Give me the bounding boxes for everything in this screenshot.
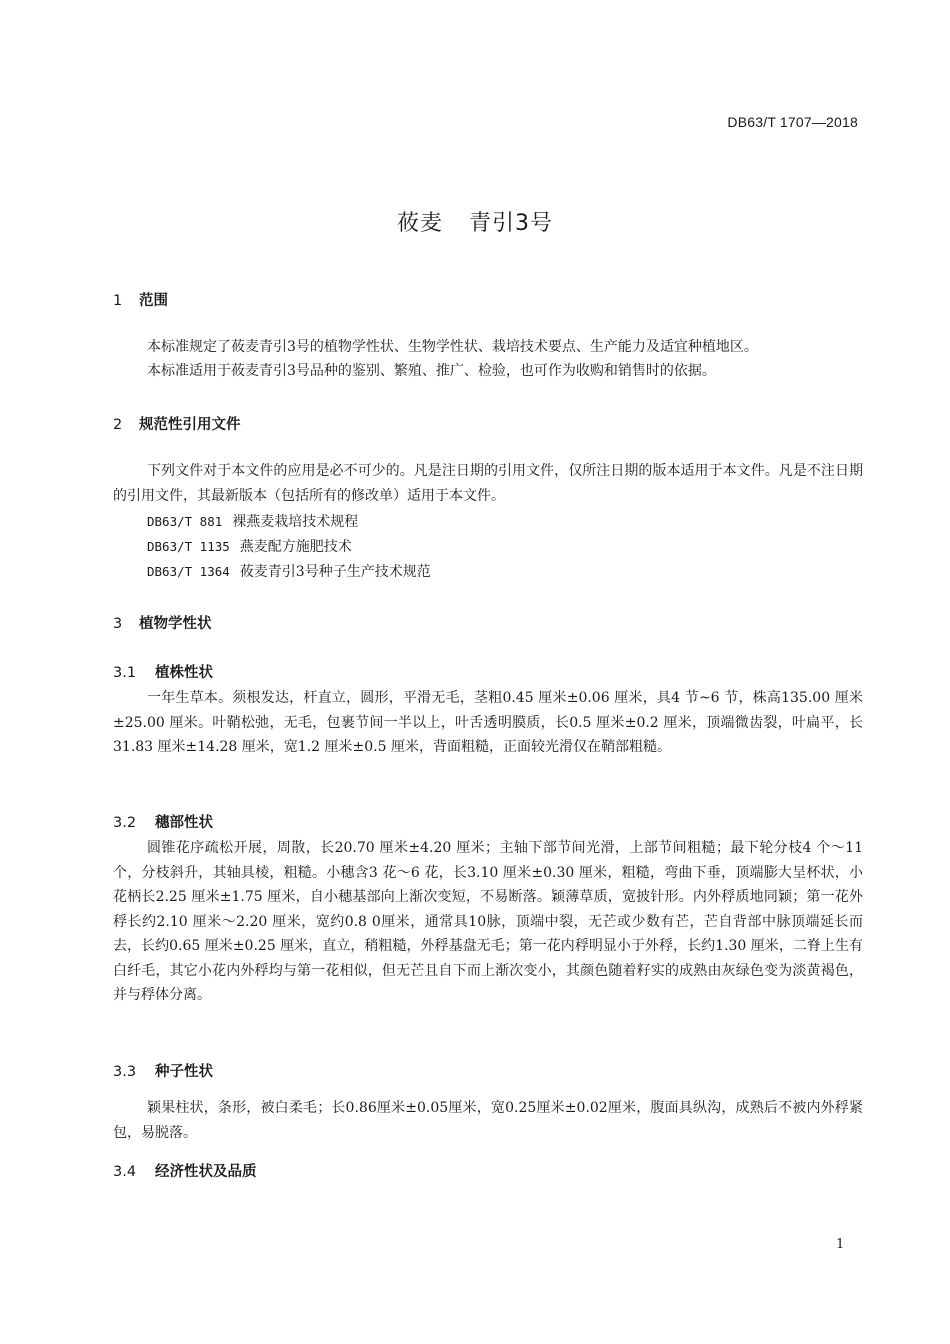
- section-number: 2: [113, 417, 123, 433]
- page-number: 1: [836, 1237, 845, 1252]
- section-3-heading: [113, 612, 212, 633]
- section-number: 3.4: [113, 1164, 137, 1180]
- section-number: 3.2: [113, 815, 137, 831]
- section-1-heading: [113, 289, 168, 310]
- reference-item: [147, 561, 431, 581]
- section-title: 经济性状及品质: [155, 1164, 257, 1180]
- section-number: 1: [113, 293, 123, 309]
- reference-item: [147, 536, 352, 556]
- section-title: 植物学性状: [139, 616, 212, 632]
- reference-item: [147, 511, 358, 531]
- section-3-3-paragraph: 颖果柱状，条形，被白柔毛；长0.86厘米±0.05厘米，宽0.25厘米±0.02厘米，腹面具纵沟，成熟后不被内外稃紧包，易脱落。: [113, 1100, 863, 1141]
- section-number: 3.3: [113, 1064, 137, 1080]
- title-part-2: 青引3号: [469, 211, 553, 236]
- section-3-1-heading: [113, 661, 213, 682]
- section-title: 规范性引用文件: [139, 417, 241, 433]
- reference-code: DB63/T 881: [147, 514, 223, 529]
- reference-name: 裸燕麦栽培技术规程: [232, 514, 359, 530]
- reference-code: DB63/T 1135: [147, 539, 230, 554]
- standard-code: DB63/T 1707—2018: [727, 114, 858, 130]
- section-3-2-paragraph: 圆锥花序疏松开展，周散，长20.70 厘米±4.20 厘米；主轴下部节间光滑，上部节间粗糙；最下轮分枝4 个～11 个，分枝斜升，其轴具棱，粗糙。小穗含3 花～6 花，长3.10 厘米±0.30 厘米，粗糙，弯曲下垂，顶端膨大呈杯状，小花柄长2.25 厘米±1.75 厘米，自小穗基部向上渐次变短，不易断落。颖薄草质，宽披针形。内外稃质地同颖；第一花外稃长约2.10 厘米～2.20 厘米，宽约0.8 0厘米，通常具10脉，顶端中裂，无芒或少数有芒，芒自背部中脉顶端延长而去，长约0.65 厘米±0.25 厘米，直立，稍粗糙，外稃基盘无毛；第一花内稃明显小于外稃，长约1.30 厘米，二脊上生有白纤毛，其它小花内外稃均与第一花相似，但无芒且自下而上渐次变小，其颜色随着籽实的成熟由灰绿色变为淡黄褐色，并与稃体分离。: [113, 840, 863, 1003]
- section-1-paragraph-2: 本标准适用于莜麦青引3号品种的鉴别、繁殖、推广、检验，也可作为收购和销售时的依据。: [147, 363, 716, 379]
- section-number: 3: [113, 616, 123, 632]
- reference-name: 燕麦配方施肥技术: [239, 539, 352, 555]
- title-part-1: 莜麦: [396, 211, 443, 236]
- section-3-2-heading: [113, 811, 213, 832]
- section-number: 3.1: [113, 665, 137, 681]
- reference-name: 莜麦青引3号种子生产技术规范: [239, 564, 431, 580]
- section-3-4-heading: [113, 1160, 257, 1181]
- section-2-paragraph-1: 下列文件对于本文件的应用是必不可少的。凡是注日期的引用文件，仅所注日期的版本适用于本文件。凡是不注日期的引用文件，其最新版本（包括所有的修改单）适用于本文件。: [113, 463, 863, 504]
- section-title: 植株性状: [155, 665, 213, 681]
- section-3-3-heading: [113, 1060, 213, 1081]
- reference-code: DB63/T 1364: [147, 564, 230, 579]
- section-title: 穗部性状: [155, 815, 213, 831]
- section-1-paragraph-1: 本标准规定了莜麦青引3号的植物学性状、生物学性状、栽培技术要点、生产能力及适宜种植地区。: [147, 339, 758, 355]
- section-title: 种子性状: [155, 1064, 213, 1080]
- section-3-1-paragraph: 一年生草本。须根发达，杆直立，圆形，平滑无毛，茎粗0.45 厘米±0.06 厘米，具4 节~6 节，株高135.00 厘米±25.00 厘米。叶鞘松弛，无毛，包裹节间一半以上，叶舌透明膜质，长0.5 厘米±0.2 厘米，顶端微齿裂，叶扁平，长31.83 厘米±14.28 厘米，宽1.2 厘米±0.5 厘米，背面粗糙，正面较光滑仅在鞘部粗糙。: [113, 690, 863, 755]
- document-title: [0, 206, 950, 237]
- section-title: 范围: [139, 293, 168, 309]
- section-2-heading: [113, 413, 241, 434]
